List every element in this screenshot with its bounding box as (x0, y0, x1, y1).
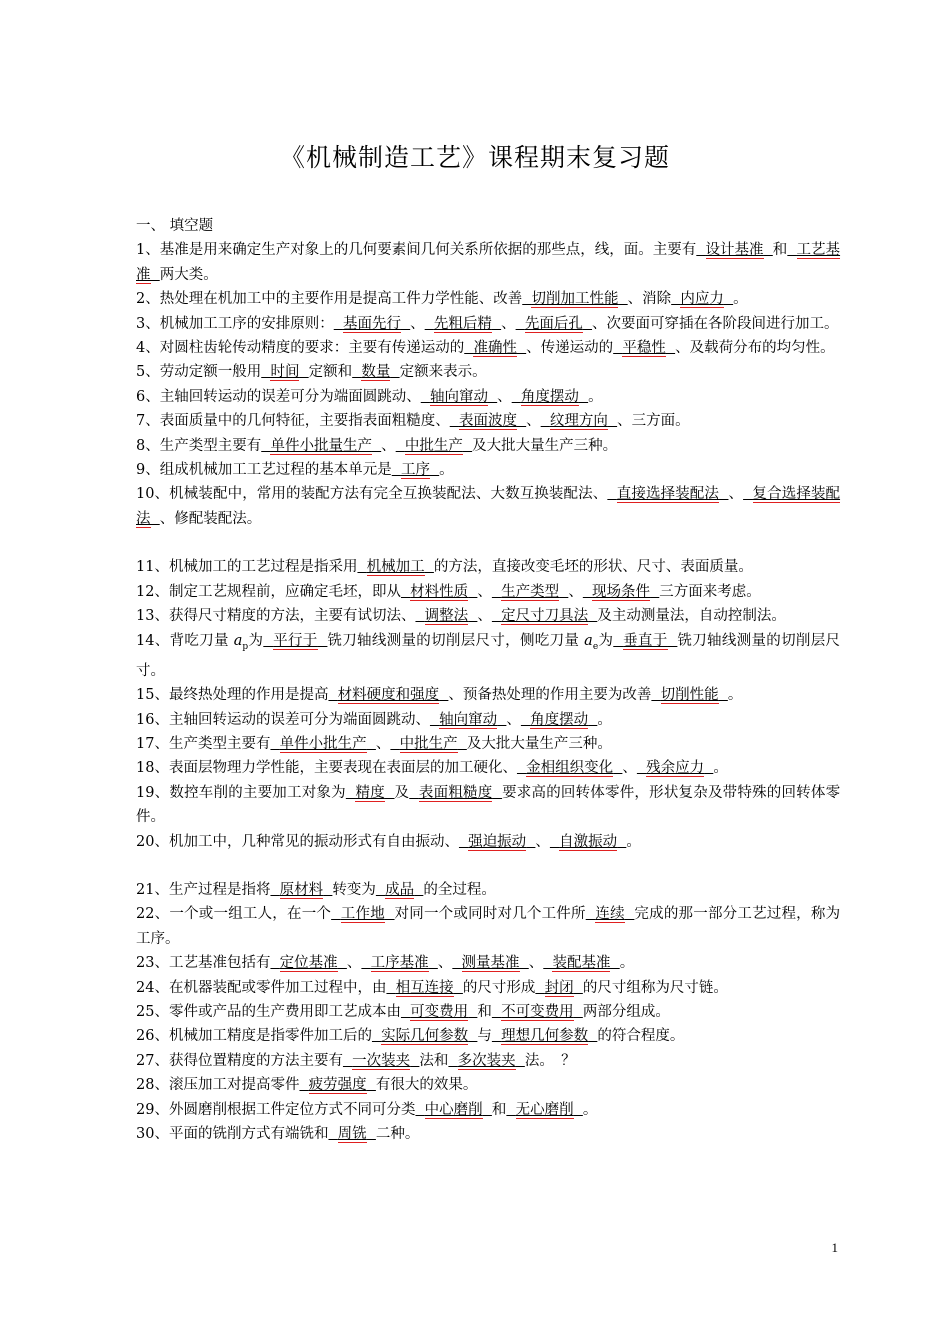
math-symbol (233, 632, 249, 652)
question-item (136, 385, 840, 409)
question-text: 、 (622, 760, 637, 777)
answer-blank (270, 955, 346, 972)
question-item (136, 555, 840, 579)
question-number: 25、 (136, 1004, 169, 1021)
question-number: 15、 (136, 687, 169, 704)
question-text: 三方面来考虑。 (659, 583, 761, 600)
answer-text: 中批生产 (399, 736, 458, 753)
question-text: 滚压加工对提高零件 (168, 1077, 300, 1094)
answer-text: 机械加工 (366, 559, 425, 576)
answer-blank (396, 438, 472, 455)
question-text: 和 (477, 1004, 492, 1021)
question-text: 制定工艺规程前，应确定毛坯，即从 (168, 583, 401, 600)
question-number: 27、 (136, 1052, 169, 1069)
question-text: 获得尺寸精度的方法，主要有试切法、 (168, 608, 416, 625)
answer-blank (346, 785, 395, 802)
question-number: 12、 (136, 583, 169, 600)
answer-text: 不可变费用 (501, 1004, 574, 1021)
question-text: 及大批大量生产三种。 (466, 736, 612, 753)
answer-blank (415, 1102, 491, 1119)
answer-blank (401, 584, 477, 601)
question-number: 22、 (136, 906, 170, 923)
question-item (136, 287, 840, 311)
question-text: 的符合程度。 (597, 1028, 685, 1045)
symbol-subscript: p (242, 641, 249, 652)
answer-text: 表面粗糙度 (418, 784, 493, 801)
question-text: 、预备热处理的作用主要为改善 (448, 687, 652, 704)
answer-text: 中批生产 (404, 437, 463, 454)
answer-text: 疲劳强度 (308, 1077, 367, 1094)
answer-blank (512, 389, 588, 406)
question-number: 5、 (136, 364, 160, 381)
answer-text: 测量基准 (461, 955, 520, 972)
question-text: 。 (727, 687, 743, 704)
question-text: 生产类型主要有 (168, 736, 271, 753)
answer-text: 角度摆动 (530, 711, 589, 728)
question-text: 、 (346, 955, 362, 972)
question-text: 、 (375, 736, 391, 753)
answer-blank (352, 364, 399, 381)
answer-blank (261, 364, 308, 381)
answer-text: 装配基准 (552, 955, 611, 972)
answer-blank (401, 1004, 477, 1021)
answer-blank (331, 906, 394, 923)
question-text: 、 (477, 608, 492, 625)
question-item (136, 1073, 840, 1097)
answer-blank (535, 980, 582, 997)
answer-text: 角度摆动 (520, 388, 579, 405)
question-number: 30、 (136, 1126, 169, 1143)
question-text: 外圆磨削根据工件定位方式不同可分类 (168, 1101, 416, 1118)
answer-blank (586, 906, 635, 923)
answer-blank (328, 687, 448, 704)
answer-blank (334, 316, 410, 333)
question-text: 表面质量中的几何特征，主要指表面粗糙度、 (159, 413, 450, 430)
question-text: 完成的那一部分工艺过程，称为工序。 (136, 906, 841, 947)
answer-text: 连续 (595, 906, 625, 923)
question-number: 7、 (136, 413, 160, 430)
answer-text: 调整法 (424, 608, 469, 625)
question-text: 。 (597, 711, 612, 728)
answer-blank (343, 1053, 419, 1070)
question-number: 16、 (136, 711, 169, 728)
answer-text: 实际几何参数 (381, 1028, 469, 1045)
answer-text: 先面后孔 (524, 315, 583, 332)
question-text: 两部分组成。 (582, 1004, 670, 1021)
answer-text: 定位基准 (279, 955, 338, 972)
question-number: 19、 (136, 784, 170, 801)
answer-blank (452, 955, 528, 972)
question-text: 。 (582, 1101, 598, 1118)
answer-blank (492, 608, 597, 625)
answer-text: 数量 (361, 364, 391, 381)
question-item (136, 1098, 840, 1122)
question-text: 两大类。 (159, 266, 218, 283)
answer-blank (390, 736, 466, 753)
answer-text: 切削性能 (660, 687, 719, 704)
answer-text: 工艺基准 (136, 242, 841, 283)
answer-blank (506, 1102, 582, 1119)
answer-blank (448, 1053, 524, 1070)
question-text: 和 (772, 242, 788, 259)
question-item (136, 1049, 840, 1073)
question-text: 、修配装配法。 (159, 510, 262, 527)
question-text: 热处理在机加工中的主要作用是提高工件力学性能、改善 (159, 291, 523, 308)
question-number: 1、 (136, 242, 160, 259)
answer-blank (550, 834, 626, 851)
answer-blank (425, 316, 501, 333)
question-item (136, 756, 840, 780)
answer-text: 成品 (385, 882, 415, 899)
question-item (136, 458, 840, 482)
question-text: 、及载荷分布的均匀性。 (675, 340, 835, 357)
question-item (136, 732, 840, 756)
question-text: 的方法，直接改变毛坯的形状、尺寸、表面质量。 (433, 559, 753, 576)
answer-text: 原材料 (279, 882, 324, 899)
answer-text: 基面先行 (342, 315, 401, 332)
question-number: 23、 (136, 955, 169, 972)
symbol-base: a (233, 632, 243, 649)
question-text: 工艺基准包括有 (168, 955, 271, 972)
answer-text: 时间 (270, 364, 300, 381)
answer-blank (421, 389, 497, 406)
question-text: 、 (437, 955, 453, 972)
answer-blank (613, 633, 677, 650)
question-item (136, 604, 840, 628)
answer-text: 单件小批量生产 (270, 437, 372, 454)
question-text: 、 (501, 315, 516, 332)
question-text: 劳动定额一般用 (159, 364, 262, 381)
answer-text: 强迫振动 (468, 833, 527, 850)
answer-blank (492, 1004, 583, 1021)
question-item (136, 708, 840, 732)
answer-blank (517, 760, 622, 777)
question-text: 零件或产品的生产费用即工艺成本由 (168, 1004, 401, 1021)
question-text: 、三方面。 (617, 413, 690, 430)
question-item (136, 951, 840, 975)
question-text: 及大批大量生产三种。 (472, 437, 618, 454)
question-text: 、 (728, 486, 744, 503)
answer-blank (671, 291, 733, 308)
question-text: 、 (535, 833, 550, 850)
answer-text: 单件小批生产 (279, 736, 367, 753)
answer-text: 中心磨削 (424, 1101, 483, 1118)
question-text: 背吃刀量 (169, 632, 234, 649)
question-text: 主轴回转运动的误差可分为端面圆跳动、 (159, 388, 421, 405)
question-text: 、传递运动的 (526, 340, 614, 357)
answer-text: 周铣 (337, 1126, 367, 1143)
question-text: 机械加工精度是指零件加工后的 (168, 1028, 372, 1045)
question-number: 11、 (136, 559, 169, 576)
question-item (136, 1122, 840, 1146)
answer-text: 材料性质 (410, 583, 469, 600)
answer-blank (516, 316, 592, 333)
question-text: 数控车削的主要加工对象为 (169, 784, 346, 801)
page-number: 1 (831, 1240, 838, 1255)
question-number: 8、 (136, 437, 160, 454)
answer-text: 相互连接 (395, 979, 454, 996)
answer-text: 工作地 (340, 906, 385, 923)
answer-text: 先粗后精 (433, 315, 492, 332)
answer-blank (450, 413, 526, 430)
answer-text: 残余应力 (646, 760, 705, 777)
question-item (136, 781, 840, 830)
answer-text: 一次装夹 (352, 1052, 411, 1069)
question-item (136, 360, 840, 384)
question-text: 为 (248, 632, 264, 649)
paragraph-spacer (136, 531, 840, 555)
question-text: 、 (497, 388, 512, 405)
question-item (136, 878, 840, 902)
question-text: 组成机械加工工艺过程的基本单元是 (159, 462, 392, 479)
question-text: 对圆柱齿轮传动精度的要求：主要有传递运动的 (159, 340, 465, 357)
answer-blank (522, 291, 627, 308)
question-text: 一个或一组工人，在一个 (169, 906, 332, 923)
math-symbol (584, 632, 599, 652)
question-number: 28、 (136, 1077, 169, 1094)
question-text: 转变为 (332, 882, 376, 899)
question-text: 机加工中，几种常见的振动形式有自由振动、 (168, 833, 459, 850)
question-text: 的尺寸形成 (462, 979, 536, 996)
question-text: 、次要面可穿插在各阶段间进行加工。 (592, 315, 839, 332)
answer-blank (386, 980, 462, 997)
question-text: 法和 (419, 1052, 449, 1069)
answer-blank (492, 1028, 597, 1045)
answer-blank (299, 1077, 375, 1094)
question-item (136, 580, 840, 604)
question-text: 表面层物理力学性能，主要表现在表面层的加工硬化、 (168, 760, 517, 777)
question-text: 及 (394, 784, 410, 801)
answer-blank (430, 712, 506, 729)
answer-text: 切削加工性能 (531, 291, 619, 308)
question-number: 26、 (136, 1028, 169, 1045)
question-text: 定额来表示。 (399, 364, 487, 381)
question-text: 基准是用来确定生产对象上的几何要素间几何关系所依据的那些点，线，面。主要有 (159, 242, 697, 259)
answer-text: 无心磨削 (515, 1101, 574, 1118)
answer-blank (543, 955, 619, 972)
question-text: 的尺寸组称为尺寸链。 (582, 979, 728, 996)
question-text: 的全过程。 (423, 882, 496, 899)
questions-container (136, 238, 840, 1146)
question-item (136, 238, 840, 287)
answer-text: 直接选择装配法 (616, 486, 720, 503)
question-text: 和 (491, 1101, 507, 1118)
question-number: 18、 (136, 760, 169, 777)
question-text: 、 (410, 315, 425, 332)
answer-text: 设计基准 (705, 242, 764, 259)
question-text: 及主动测量法，自动控制法。 (597, 608, 786, 625)
question-text: 。 (619, 955, 635, 972)
question-number: 29、 (136, 1101, 169, 1118)
answer-text: 内应力 (680, 291, 724, 308)
question-text: 、 (381, 437, 396, 454)
question-item (136, 1024, 840, 1048)
question-text: 。 (733, 291, 748, 308)
question-list (136, 214, 840, 1147)
answer-blank (651, 687, 727, 704)
question-text: 、 (506, 711, 521, 728)
answer-blank (492, 584, 568, 601)
question-number: 24、 (136, 979, 169, 996)
answer-blank (459, 834, 535, 851)
question-text: 。 (588, 388, 603, 405)
question-item (136, 409, 840, 433)
answer-text: 平稳性 (622, 340, 666, 357)
section-heading: 一、 填空题 (136, 218, 214, 234)
answer-blank (361, 955, 437, 972)
answer-text: 准确性 (473, 340, 517, 357)
answer-text: 表面波度 (458, 413, 517, 430)
answer-text: 理想几何参数 (501, 1028, 589, 1045)
question-item (136, 902, 840, 951)
question-item (136, 434, 840, 458)
question-text: 、 (477, 583, 492, 600)
question-text: 与 (477, 1028, 492, 1045)
question-text: 获得位置精度的方法主要有 (168, 1052, 343, 1069)
question-number: 14、 (136, 632, 170, 649)
question-number: 17、 (136, 736, 169, 753)
answer-text: 封闭 (544, 979, 574, 996)
answer-blank (607, 486, 728, 503)
question-item (136, 312, 840, 336)
answer-text: 工序基准 (370, 955, 429, 972)
question-text: 机械加工工序的安排原则： (159, 315, 334, 332)
question-number: 9、 (136, 462, 160, 479)
answer-text: 轴向窜动 (439, 711, 498, 728)
question-number: 13、 (136, 608, 169, 625)
question-text: 要求高的回转体零件，形状复杂及带特殊的回转体零件。 (136, 784, 841, 826)
symbol-subscript: e (592, 641, 599, 652)
answer-blank (541, 413, 617, 430)
answer-blank (261, 438, 381, 455)
answer-blank (263, 633, 327, 650)
question-number: 20、 (136, 833, 169, 850)
answer-blank (464, 340, 526, 357)
question-number: 10、 (136, 486, 170, 503)
answer-text: 自激振动 (559, 833, 618, 850)
answer-text: 工序 (400, 462, 430, 479)
question-number: 6、 (136, 388, 160, 405)
answer-blank (328, 1126, 375, 1143)
question-text: 为 (598, 632, 614, 649)
answer-text: 现场条件 (592, 583, 651, 600)
question-number: 3、 (136, 315, 160, 332)
question-item (136, 683, 840, 707)
answer-blank (270, 882, 332, 899)
answer-text: 可变费用 (410, 1004, 469, 1021)
question-item (136, 482, 840, 531)
answer-blank (376, 882, 423, 899)
question-text: 铣刀轴线测量的切削层尺寸，侧吃刀量 (327, 632, 585, 649)
question-text: 生产过程是指将 (168, 882, 271, 899)
question-text: 在机器装配或零件加工过程中，由 (168, 979, 387, 996)
question-text: 机械加工的工艺过程是指采用 (168, 559, 358, 576)
answer-blank (270, 736, 375, 753)
answer-text: 垂直于 (623, 632, 668, 649)
answer-text: 金相组织变化 (526, 760, 614, 777)
answer-text: 复合选择装配法 (136, 486, 841, 527)
question-text: 机械装配中，常用的装配方法有完全互换装配法、大数互换装配法、 (169, 486, 608, 503)
question-text: 。 (713, 760, 728, 777)
question-item (136, 830, 840, 854)
answer-blank (521, 712, 597, 729)
question-text: 最终热处理的作用是提高 (168, 687, 329, 704)
question-item (136, 976, 840, 1000)
question-text: 对同一个或同时对几个工件所 (394, 906, 586, 923)
question-text: 主轴回转运动的误差可分为端面圆跳动、 (168, 711, 430, 728)
question-text: 铣刀轴线测量的切削层尺寸。 (136, 632, 841, 679)
page-title: 《机械制造工艺》课程期末复习题 (279, 143, 670, 172)
question-text: 有很大的效果。 (375, 1077, 478, 1094)
question-number: 4、 (136, 340, 160, 357)
answer-text: 材料硬度和强度 (337, 687, 440, 704)
answer-blank (613, 340, 675, 357)
answer-blank (637, 760, 713, 777)
answer-text: 轴向窜动 (429, 388, 488, 405)
answer-blank (415, 608, 477, 625)
question-text: 。 (626, 833, 641, 850)
question-text: 、 (526, 413, 541, 430)
answer-text: 定尺寸刀具法 (501, 608, 589, 625)
question-item (136, 1000, 840, 1024)
paragraph-spacer (136, 854, 840, 878)
answer-text: 平行于 (273, 632, 318, 649)
answer-blank (696, 242, 772, 259)
question-text: 平面的铣削方式有端铣和 (168, 1126, 329, 1143)
question-text: 定额和 (308, 364, 353, 381)
answer-blank (357, 559, 433, 576)
question-text: 、 (568, 583, 583, 600)
answer-text: 纹理方向 (549, 413, 608, 430)
question-text: 、 (528, 955, 544, 972)
answer-blank (583, 584, 659, 601)
symbol-base: a (584, 632, 593, 649)
answer-blank (372, 1028, 477, 1045)
question-item (136, 336, 840, 360)
question-text: 生产类型主要有 (159, 437, 262, 454)
question-item (136, 629, 840, 684)
question-text: 法。 ？ (524, 1052, 576, 1069)
question-number: 2、 (136, 291, 160, 308)
answer-text: 精度 (355, 784, 385, 801)
answer-blank (409, 785, 502, 802)
question-text: 二种。 (375, 1126, 420, 1143)
question-text: 。 (439, 462, 454, 479)
answer-blank (392, 462, 439, 479)
question-text: 、消除 (627, 291, 672, 308)
answer-text: 生产类型 (501, 583, 560, 600)
answer-text: 多次装夹 (457, 1052, 516, 1069)
question-number: 21、 (136, 882, 169, 899)
